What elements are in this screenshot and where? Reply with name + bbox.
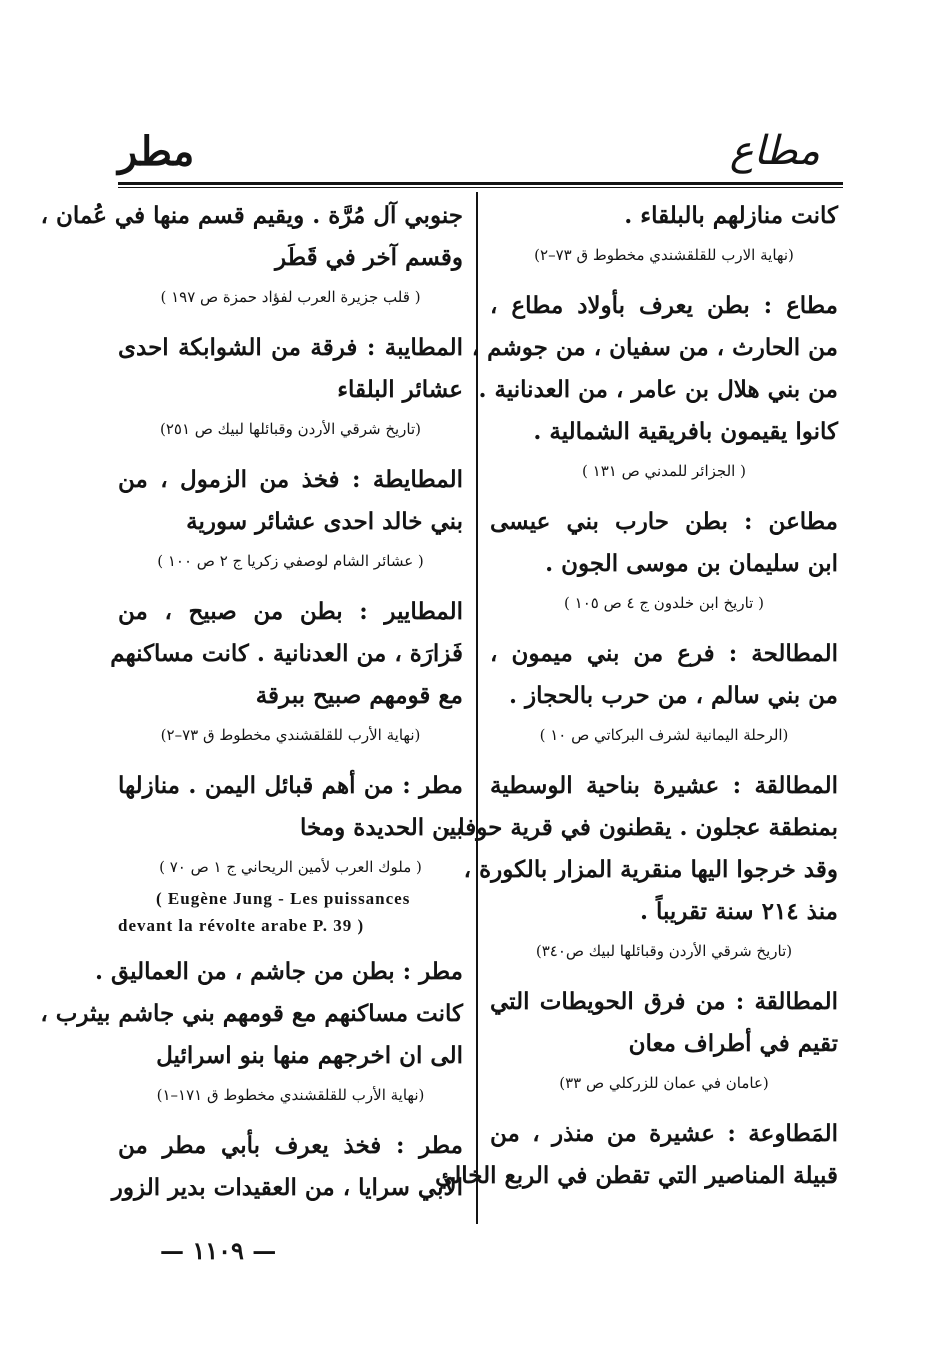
source-reference: (تاريخ شرقي الأردن وقبائلها لبيك ص ٢٥١): [159, 420, 422, 438]
entry-line: المطايبة : فرقة من الشوابكة احدى: [118, 334, 463, 361]
text-line: فَزارَة ، من العدنانية . كانت مساكنهم: [110, 640, 463, 667]
header-rule: [118, 182, 843, 185]
source-reference: (عامان في عمان للزركلي ص ٣٣): [559, 1074, 769, 1092]
source-reference: (تاريخ شرقي الأردن وقبائلها لبيك ص٣٤٠): [535, 942, 793, 960]
text-line: تقيم في أطراف معان: [628, 1030, 838, 1057]
text-line: ابن سليمان بن موسى الجون .: [545, 550, 838, 577]
entry-line: مطاع : بطن يعرف بأولاد مطاع ،: [490, 292, 838, 319]
source-reference: ( عشائر الشام لوصفي زكريا ج ٢ ص ١٠٠ ): [157, 552, 424, 570]
entry-line: المطالقة : عشيرة بناحية الوسطية: [490, 772, 838, 799]
source-reference: (الرحلة اليمانية لشرف البركاتي ص ١٠ ): [539, 726, 789, 744]
text-line: بمنطقة عجلون . يقطنون في قرية حوفا ،: [442, 814, 838, 841]
entry-line: المطالقة : من فرق الحويطات التي: [490, 988, 838, 1015]
text-line: بني خالد احدى عشائر سورية: [186, 508, 463, 535]
running-head-right: مطاع: [729, 128, 820, 174]
entry-line: مطر : بطن من جاشم ، من العماليق .: [94, 958, 463, 985]
text-line: من بني سالم ، من حرب بالحجاز .: [508, 682, 838, 709]
entry-line: مطاعن : بطن حارب بني عيسى: [490, 508, 838, 535]
source-reference: ( ملوك العرب لأمين الريحاني ج ١ ص ٧٠ ): [159, 858, 422, 876]
header-rule-thin: [118, 187, 843, 188]
latin-reference-line: ( Eugène Jung - Les puissances: [156, 889, 411, 908]
text-line: عشائر البلقاء: [337, 376, 463, 403]
running-head-left: مطر: [118, 128, 195, 175]
text-line: قبيلة المناصير التي تقطن في الربع الخالي: [435, 1162, 838, 1189]
text-line: وقد خرجوا اليها منقرية المزار بالكورة ،: [463, 856, 838, 883]
page-number: — ١١٠٩ —: [160, 1236, 277, 1265]
entry-line: المطايطة : فخذ من الزمول ، من: [118, 466, 463, 493]
text-line: كانت منازلهم بالبلقاء .: [624, 202, 838, 229]
text-line: مع قومهم صبيح ببرقة: [255, 682, 463, 709]
text-line: من الحارث ، من سفيان ، من جوشم ،: [471, 334, 838, 361]
right-column: [435, 195, 838, 1197]
text-line: من بني هلال بن عامر ، من العدنانية .: [478, 376, 838, 403]
source-reference: ( قلب جزيرة العرب لفؤاد حمزة ص ١٩٧ ): [160, 288, 421, 306]
text-line: بين الحديدة ومخا: [300, 814, 463, 841]
text-line: وقسم آخر في قَطَر: [275, 244, 463, 271]
text-line: كانوا يقيمون بافريقية الشمالية .: [533, 418, 838, 445]
text-line: الأبي سرايا ، من العقيدات بدير الزور: [111, 1174, 463, 1201]
entry-line: مطر : من أهم قبائل اليمن . منازلها: [118, 772, 463, 799]
text-line: كانت مساكنهم مع قومهم بني جاشم بيثرب ،: [40, 1000, 463, 1027]
source-reference: ( الجزائر للمدني ص ١٣١ ): [582, 462, 746, 480]
left-column: [40, 195, 463, 1209]
entry-line: المَطاوعة : عشيرة من منذر ، من: [490, 1120, 838, 1147]
entry-line: المطالحة : فرع من بني ميمون ،: [490, 640, 838, 667]
source-reference: (نهاية الأرب للقلقشندي مخطوط ق ١٧١–١): [156, 1086, 425, 1104]
entry-line: مطر : فخذ يعرف بأبي مطر من: [118, 1132, 463, 1159]
text-line: منذ ٢١٤ سنة تقريباً .: [639, 898, 838, 925]
entry-line: المطايير : بطن من صبيح ، من: [118, 598, 463, 625]
latin-reference-line: devant la révolte arabe P. 39 ): [118, 916, 365, 935]
source-reference: (نهاية الارب للقلقشندي مخطوط ق ٧٣–٢): [534, 246, 794, 264]
source-reference: ( تاريخ ابن خلدون ج ٤ ص ١٠٥ ): [564, 594, 764, 612]
text-line: الى ان اخرجهم منها بنو اسرائيل: [156, 1042, 463, 1069]
source-reference: (نهاية الأرب للقلقشندي مخطوط ق ٧٣–٢): [160, 726, 421, 744]
text-line: جنوبي آل مُرَّة . ويقيم قسم منها في عُمان ،: [40, 202, 463, 229]
